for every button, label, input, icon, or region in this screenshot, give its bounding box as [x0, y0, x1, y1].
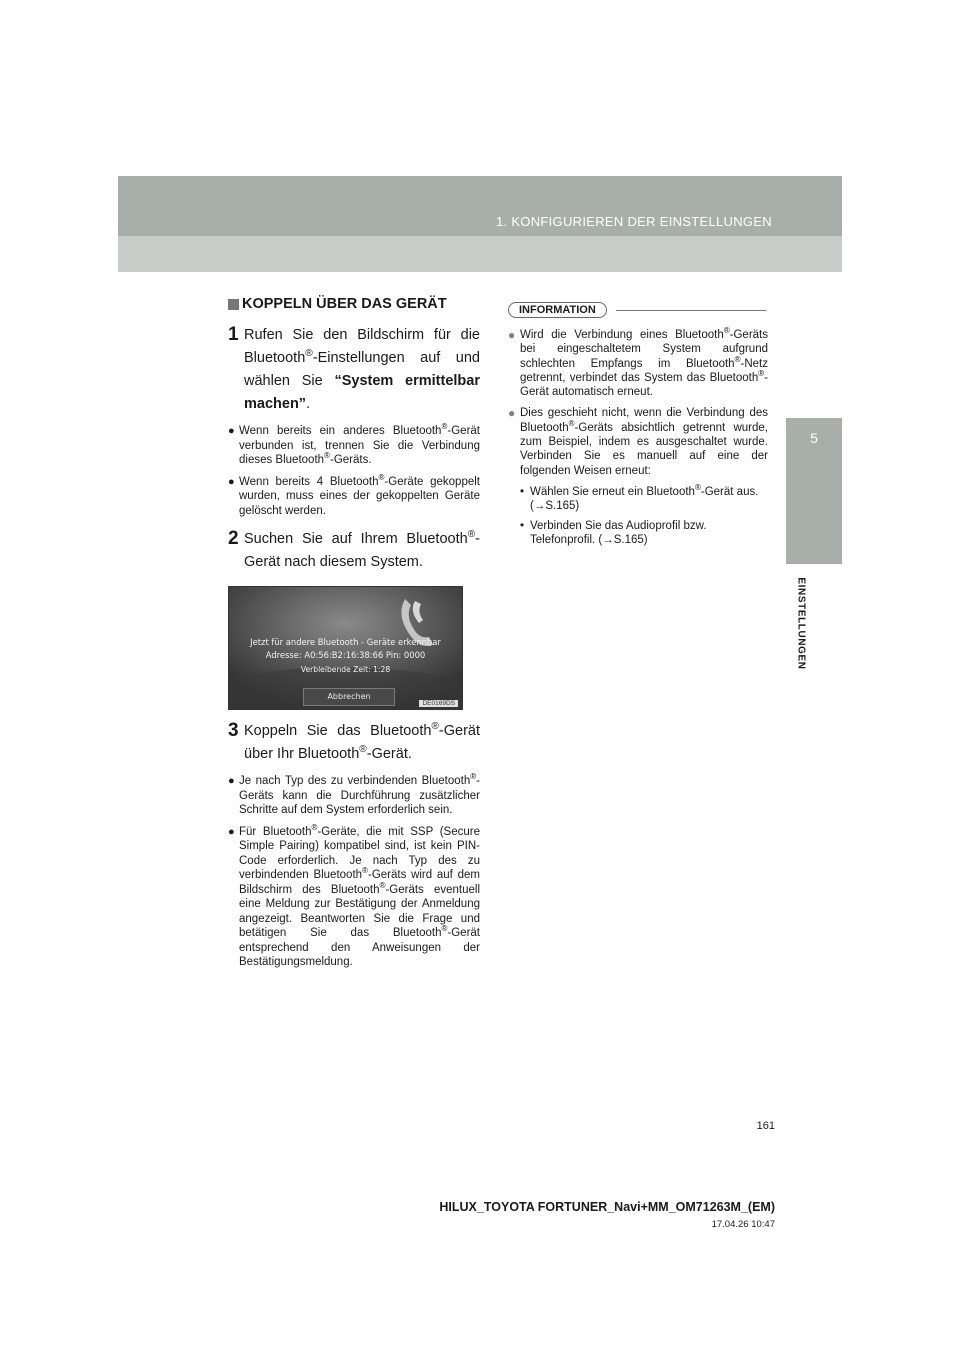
left-column [228, 296, 480, 977]
info-header [508, 300, 768, 324]
bullet-icon: ● [228, 475, 235, 488]
screen-line-address: Adresse: A0:56:B2:16:38:66 Pin: 0000 [265, 650, 426, 660]
bullet-icon: ● [228, 425, 235, 437]
step-number: 3 [228, 720, 239, 741]
arrow-right-icon: → [602, 533, 614, 546]
step-text: Rufen Sie den Bildschirm für die Bluetooth®-Einstellungen auf und wählen Sie “System ermittelbar machen”. [244, 327, 480, 412]
bullet-icon: ● [228, 775, 235, 787]
info-subitem: • Verbinden Sie das Audioprofil bzw. Telefonprofil. (→S.165) [520, 519, 707, 546]
section-heading: KOPPELN ÜBER DAS GERÄT [228, 296, 480, 312]
chapter-label: EINSTELLUNGEN [795, 577, 807, 670]
sub-bullet-icon: • [520, 485, 525, 498]
footer-title: HILUX_TOYOTA FORTUNER_Navi+MM_OM71263M_(EM) [439, 1200, 775, 1214]
screen-line-remaining-time: Verbleibende Zeit: 1:28 [300, 665, 391, 674]
step-number: 2 [228, 528, 239, 549]
arrow-right-icon: → [533, 500, 546, 513]
device-screen-image [228, 586, 463, 710]
info-label: INFORMATION [508, 302, 607, 318]
list-item: ● Für Bluetooth®-Geräte, die mit SSP (Secure Simple Pairing) kompatibel sind, ist kein PIN-Code erforderlich. Je nach Typ des zu verbindenden Bluetooth®-Geräts wird auf dem Bildschirm des Bluetooth®-Geräts eventuell eine Meldung zur Bestätigung der Anmeldung angezeigt. Beantworten Sie die Frage und betätigen Sie das Bluetooth®-Gerät entsprechend den Anweisungen der Bestätigungsmeldung. [228, 822, 480, 968]
image-code: DE0169DS [419, 700, 458, 707]
info-rule [616, 310, 766, 311]
footer-timestamp: 17.04.26 10:47 [711, 1219, 775, 1230]
square-bullet-icon [228, 299, 239, 310]
screen-line-discoverable: Jetzt für andere Bluetooth - Geräte erkennbar [250, 637, 441, 647]
info-item: ● Dies geschieht nicht, wenn die Verbindung des Bluetooth®-Geräts absichtlich getrennt wurde, zum Beispiel, indem es ausgeschaltet wurde. Verbinden Sie es manuell auf eine der folgenden Weisen erneut: [508, 406, 768, 477]
bullet-icon: ● [508, 406, 516, 421]
info-column [508, 300, 768, 552]
header-band [118, 176, 842, 272]
header-bar [118, 176, 842, 236]
info-subitem: • Wählen Sie erneut ein Bluetooth®-Gerät aus. (→S.165) [520, 483, 759, 513]
step-1 [228, 324, 480, 416]
bullet-icon: ● [228, 825, 235, 838]
sub-bullet-icon: • [520, 519, 525, 532]
step-text: Suchen Sie auf Ihrem Bluetooth®-Gerät nach diesem System. [244, 529, 480, 570]
step-number: 1 [228, 324, 239, 345]
chapter-title: 1. KONFIGURIEREN DER EINSTELLUNGEN [495, 214, 772, 229]
chapter-label-vertical [788, 576, 810, 686]
info-item: ● Wird die Verbindung eines Bluetooth®-Geräts bei eingeschaltetem System aufgrund schlechten Empfangs im Bluetooth®-Netz getrennt, verbindet das System das Bluetooth®-Gerät automatisch erneut. [508, 326, 768, 399]
list-item: ● Wenn bereits ein anderes Bluetooth®-Gerät verbunden ist, trennen Sie die Verbindung dieses Bluetooth®-Geräts. [228, 422, 480, 466]
bullet-icon: ● [508, 328, 516, 342]
list-item: ● Wenn bereits 4 Bluetooth®-Geräte gekoppelt wurden, muss eines der gekoppelten Geräte gelöscht werden. [228, 472, 480, 517]
chapter-tab [786, 418, 842, 564]
list-item: ● Je nach Typ des zu verbindenden Bluetooth®-Geräts kann die Durchführung zusätzlicher Schritte auf dem System erforderlich sein. [228, 772, 480, 816]
cancel-button[interactable]: Abbrechen [303, 688, 395, 706]
page-number: 161 [756, 1120, 775, 1132]
step-text: Koppeln Sie das Bluetooth®-Gerät über Ihr Bluetooth®-Gerät. [244, 721, 480, 762]
chapter-number: 5 [810, 430, 818, 446]
step-3 [228, 720, 480, 766]
step-2 [228, 528, 480, 574]
